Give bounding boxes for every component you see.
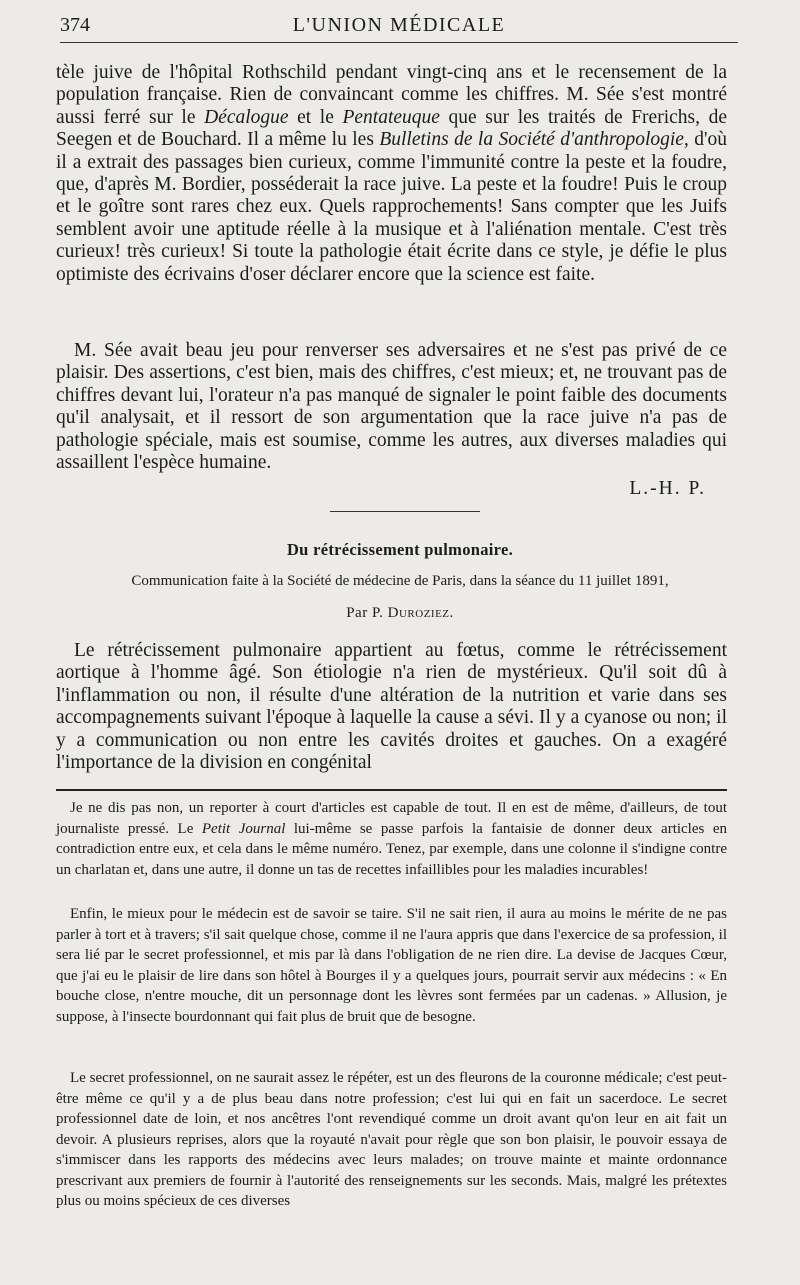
footnote-rule [56,789,727,791]
text-run-italic: Bulletins de la Société d'anthropologie, [379,129,689,151]
header-rule [60,42,738,43]
author-prefix: Par P. [346,605,388,621]
communication-note: Communication faite à la Société de médecine de Paris, dans la séance du 11 juillet 1891, [131,573,669,589]
text-run-italic: Pentateuque [342,106,440,128]
text-run-italic: Décalogue [204,106,289,128]
article-title: Du rétrécissement pulmonaire. [286,540,514,559]
author-name: Duroziez. [387,605,454,621]
article-end-paragraph-2: M. Sée avait beau jeu pour renverser ses adversaires et ne s'est pas privé de ce plaisir. Des assertions, c'est bien, mais des chiffres, c'est mieux; et, ne trouvant pas de chiffres devant lui, l'orateur n'a pas manqué de signaler le point faible des documents qu'il analysait, et il ressort de son argumentation que la race juive n'a pas de pathologie spéciale, mais est soumise, comme les autres, aux diverses maladies qui assaillent l'espèce humaine. [56,340,727,474]
page-header [60,14,738,40]
text-run: lui-même se passe parfois la fantaisie de donner deux articles en contradiction entre eux, et cela dans le même numéro. Tenez, par exemple, dans une colonne il s'indigne contre un charlatan et, dans une autre, il donne un tas de recettes infaillibles pour les maladies incurables! [56,820,727,878]
footnote-paragraph-2: Enfin, le mieux pour le médecin est de savoir se taire. S'il ne sait rien, il aura au moins le mérite de ne pas parler à tort et à travers; s'il sait quelque chose, comme il ne l'aura appris que dans l'exercice de sa profession, il sera lié par le secret professionnel, et mis par là dans l'obligation de ne rien dire. La devise de Jacques Cœur, que j'ai eu le plaisir de lire dans son hôtel à Bourges il y a quelques jours, pourrait servir aux médecins : « En bouche close, n'entre mouche, dit un personnage dont les lèvres sont fermées par un cadenas. » Allusion, je suppose, à l'insecte bourdonnant qui fait plus de bruit que de besogne. [56,906,727,1025]
text-run-italic: Petit Journal [201,820,286,837]
signature: L.-H. P. [629,478,706,499]
section-divider [330,511,480,512]
text-run: d'où il a extrait des passages bien curieux, comme l'immunité contre la peste et la foudre, que, d'après M. Bordier, posséderait la race juive. La peste et la foudre! Puis le croup et le goître sont rares chez eux. Quels rapprochements! Sans compter que les Juifs semblent avoir une aptitude réelle à la musique et à l'aliénation mentale. C'est très curieux! très curieux! Si toute la pathologie était écrite dans ce style, je défie le plus optimiste des écrivains d'oser déclarer encore que la science est faite. [56,129,728,285]
text-run: tèle juive de l'hôpital Rothschild pendant vingt-cinq ans et le recensement de la population française. Rien de convaincant comme les chiffres. M. Sée s'est montré aussi ferré sur le [56,62,727,128]
footnote-paragraph-3: Le secret professionnel, on ne saurait assez le répéter, est un des fleurons de la couronne médicale; c'est peut-être même ce qu'il y a de plus beau dans notre profession; c'est lui qui en fait un sacerdoce. Le secret professionnel date de loin, et nos ancêtres l'ont revendiqué comme un droit avant qu'on leur en ait fait un devoir. A plusieurs reprises, alors que la royauté n'avait pour règle que son bon plaisir, le pouvoir essaya de s'immiscer dans les rapports des médecins avec leurs malades; on trouve mainte et mainte ordonnance prescrivant aux premiers de fournir à l'autorité des renseignements sur les seconds. Mais, malgré les prétextes plus ou moins spécieux de ces diverses [56,1070,727,1209]
article-paragraph-1: Le rétrécissement pulmonaire appartient au fœtus, comme le rétrécissement aortique à l'homme âgé. Son étiologie n'a rien de mystérieux. Qu'il soit dû à l'inflammation ou non, il résulte d'une altération de la nutrition et varie dans ses accompagnements suivant l'époque à laquelle la cause a sévi. Il y a cyanose ou non; il y a communication ou non entre les cavités droites et gauches. On a exagéré l'importance de la division en congénital [56,640,727,774]
page-number: 374 [60,14,90,36]
footnote-paragraph-1 [56,798,727,880]
text-run: et le [288,106,343,128]
article-end-paragraph-1 [56,62,727,286]
author-line [0,605,800,622]
text-run: que sur les traités de Frerichs, de Seegen et de Bouchard. Il a même lu les [56,106,727,151]
text-run: Je ne dis pas non, un reporter à court d'articles est capable de tout. Il en est de même, d'ailleurs, de tout journaliste pressé. Le [56,800,727,837]
running-title: L'UNION MÉDICALE [292,14,506,36]
